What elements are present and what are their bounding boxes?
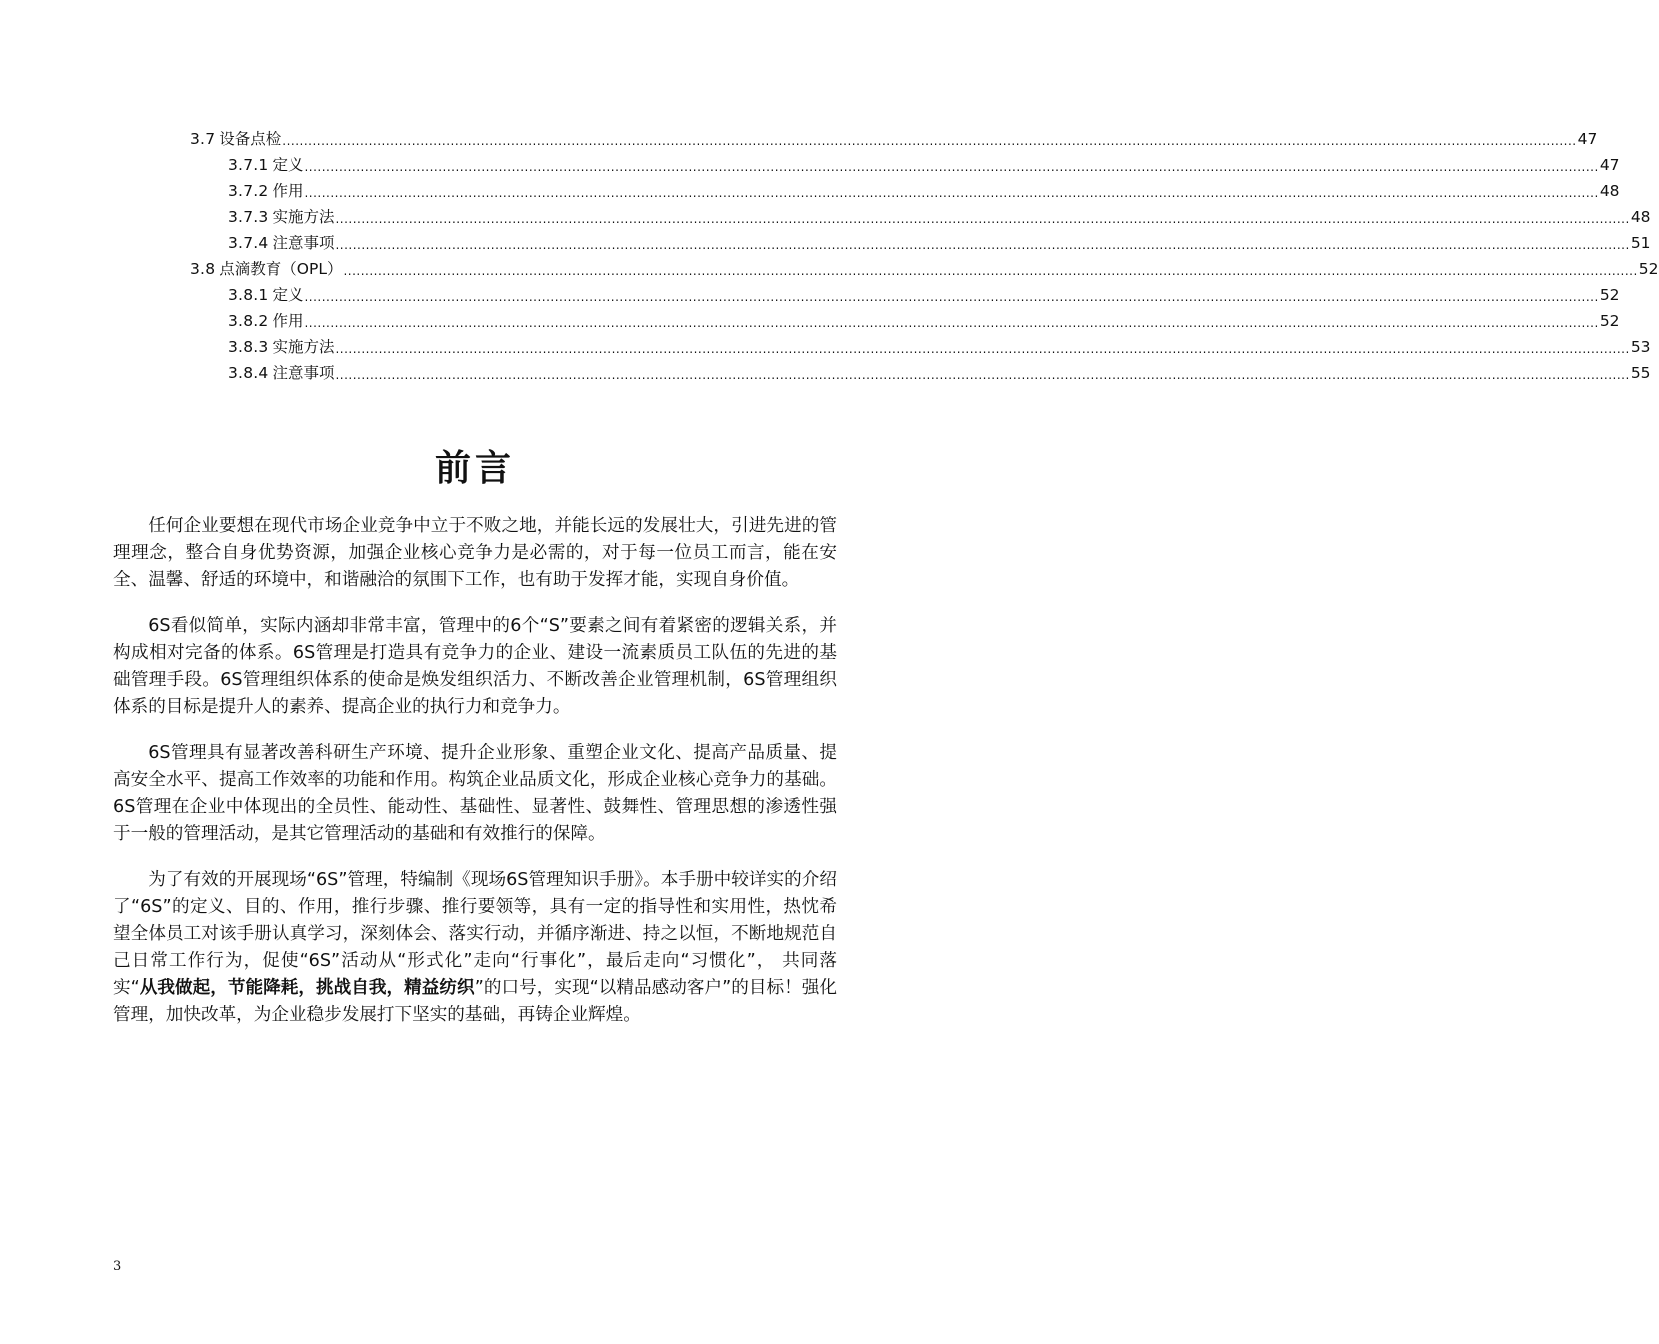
toc-entry-title: 定义	[272, 286, 304, 304]
toc-entry-number: 3.7.1	[228, 156, 269, 174]
toc-entry-number: 3.8.3	[228, 338, 269, 356]
preface-heading: 前言	[434, 448, 515, 489]
toc-entry-number: 3.8.4	[228, 364, 269, 382]
toc-entry-title: 定义	[272, 156, 304, 174]
toc-entry-page: 53	[1630, 338, 1651, 356]
toc-entry[interactable]	[190, 126, 1598, 152]
paragraph-text: 为了有效的开展现场“6S”管理，特编制《现场6S管理知识手册》。本手册中较详实的介绍了“6S”的定义、目的、作用，推行步骤、推行要领等，具有一定的指导性和实用性，热忱希望全体员工对该手册认真学习，深刻体会、落实行动，并循序渐进、持之以恒，不断地规范自己日常工作行为，促使“6S”活动从“形式化”走向“行事化”，最后走向“习惯化”， 共同落实“	[113, 870, 837, 998]
toc-entry-number: 3.8.2	[228, 312, 269, 330]
toc-entry-title: 作用	[272, 182, 304, 200]
toc-entry[interactable]	[228, 178, 1620, 204]
toc-entry-page: 51	[1630, 234, 1651, 252]
toc-entry[interactable]	[228, 360, 1651, 386]
toc-entry-number: 3.8.1	[228, 286, 269, 304]
toc-entry-title: 注意事项	[272, 364, 335, 382]
toc-leader-dots: ............................................................................................................................................................................................................................................................................................................	[335, 368, 1630, 382]
toc-entry[interactable]	[228, 308, 1620, 334]
toc-leader-dots: ............................................................................................................................................................................................................................................................................................................	[335, 212, 1630, 226]
toc-entry-title: 点滴教育（OPL）	[219, 260, 343, 278]
toc-entry-page: 52	[1599, 312, 1620, 330]
toc-entry-page: 52	[1638, 260, 1659, 278]
page-number: 3	[113, 1259, 122, 1274]
toc-entry-title: 实施方法	[272, 208, 335, 226]
toc-entry[interactable]	[228, 204, 1651, 230]
preface-paragraph-3: 6S管理具有显著改善科研生产环境、提升企业形象、重塑企业文化、提高产品质量、提高安全水平、提高工作效率的功能和作用。构筑企业品质文化，形成企业核心竞争力的基础。6S管理在企业中体现出的全员性、能动性、基础性、显著性、鼓舞性、管理思想的渗透性强于一般的管理活动，是其它管理活动的基础和有效推行的保障。	[113, 743, 837, 844]
preface-paragraph-1: 任何企业要想在现代市场企业竞争中立于不败之地，并能长远的发展壮大，引进先进的管理理念，整合自身优势资源，加强企业核心竞争力是必需的，对于每一位员工而言，能在安全、温馨、舒适的环境中，和谐融洽的氛围下工作，也有助于发挥才能，实现自身价值。	[113, 516, 837, 590]
toc-leader-dots: ............................................................................................................................................................................................................................................................................................................	[304, 290, 1599, 304]
toc-leader-dots: ............................................................................................................................................................................................................................................................................................................	[343, 264, 1638, 278]
preface-paragraph-4	[113, 867, 837, 1029]
preface-paragraph-2: 6S看似简单，实际内涵却非常丰富，管理中的6个“S”要素之间有着紧密的逻辑关系，并构成相对完备的体系。6S管理是打造具有竞争力的企业、建设一流素质员工队伍的先进的基础管理手段。6S管理组织体系的使命是焕发组织活力、不断改善企业管理机制，6S管理组织体系的目标是提升人的素养、提高企业的执行力和竞争力。	[113, 616, 837, 717]
toc-entry[interactable]	[228, 334, 1651, 360]
toc-entry-number: 3.7.3	[228, 208, 269, 226]
toc-entry-page: 48	[1630, 208, 1651, 226]
toc-entry-number: 3.8	[190, 260, 216, 278]
toc-entry[interactable]	[228, 152, 1620, 178]
toc-entry[interactable]	[228, 230, 1651, 256]
toc-entry-number: 3.7.4	[228, 234, 269, 252]
toc-leader-dots: ............................................................................................................................................................................................................................................................................................................	[335, 342, 1630, 356]
preface-body	[113, 513, 837, 1048]
toc-leader-dots: ............................................................................................................................................................................................................................................................................................................	[304, 316, 1599, 330]
toc-entry-title: 实施方法	[272, 338, 335, 356]
slogan-bold-text: 从我做起，节能降耗，挑战自我，精益纺织	[139, 978, 475, 998]
toc-entry-title: 注意事项	[272, 234, 335, 252]
toc-leader-dots: ............................................................................................................................................................................................................................................................................................................	[304, 186, 1599, 200]
toc-entry-page: 52	[1599, 286, 1620, 304]
toc-leader-dots: ............................................................................................................................................................................................................................................................................................................	[282, 134, 1577, 148]
toc-entry-page: 47	[1599, 156, 1620, 174]
toc-leader-dots: ............................................................................................................................................................................................................................................................................................................	[335, 238, 1630, 252]
toc-entry-number: 3.7.2	[228, 182, 269, 200]
toc-entry-page: 55	[1630, 364, 1651, 382]
toc-entry-number: 3.7	[190, 130, 216, 148]
toc-entry-page: 47	[1577, 130, 1598, 148]
toc-entry[interactable]	[190, 256, 1659, 282]
toc-entry[interactable]	[228, 282, 1620, 308]
toc-entry-page: 48	[1599, 182, 1620, 200]
paragraph-text: ”的口号，实现“以精品感动客户”的目标！强化管理，加快改革，为企业稳步发展打下坚实的基础，再铸企业辉煌。	[113, 978, 837, 1025]
toc-entry-title: 设备点检	[219, 130, 282, 148]
toc-entry-title: 作用	[272, 312, 304, 330]
toc-leader-dots: ............................................................................................................................................................................................................................................................................................................	[304, 160, 1599, 174]
